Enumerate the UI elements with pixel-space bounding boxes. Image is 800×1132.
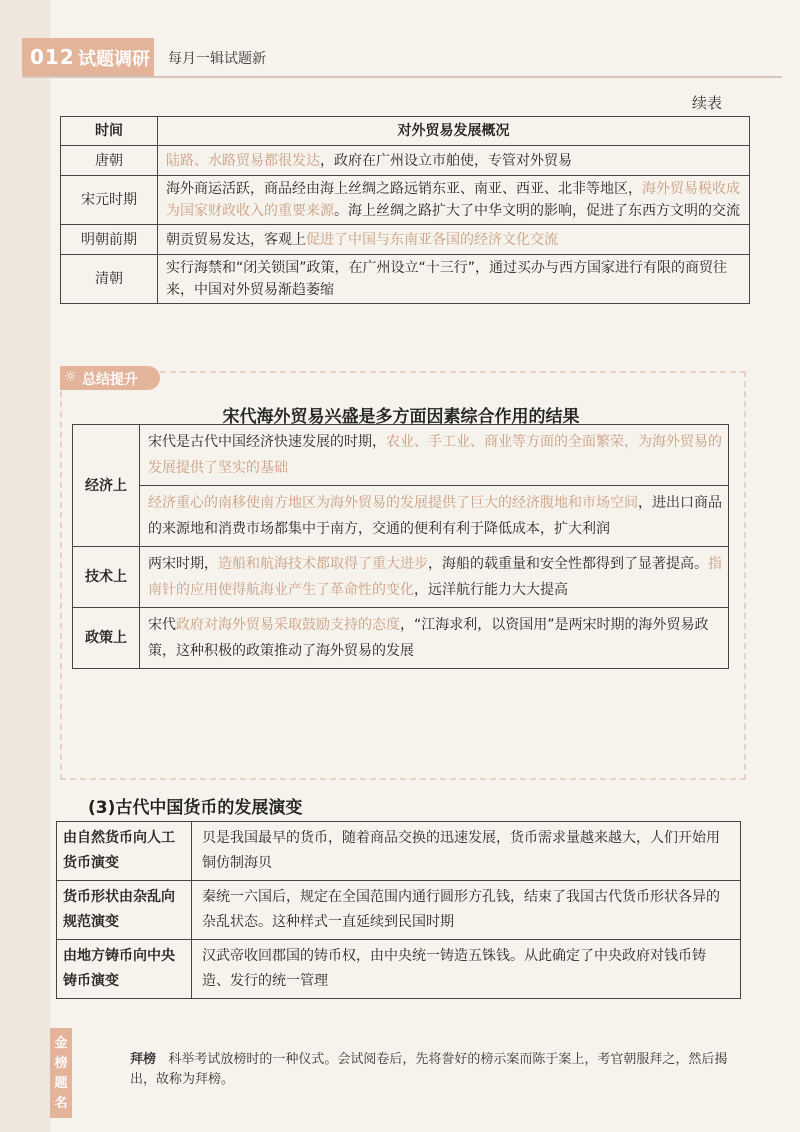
overview-cell [158, 225, 750, 255]
table-row [73, 608, 729, 669]
currency-table [56, 821, 741, 999]
page-number: 012 [30, 45, 75, 69]
highlight-text: 政府对海外贸易采取鼓励支持的态度 [176, 617, 400, 633]
policy-cell [140, 608, 729, 669]
col-overview-header: 对外贸易发展概况 [158, 117, 750, 146]
summary-table [72, 424, 729, 669]
summary-title: 宋代海外贸易兴盛是多方面因素综合作用的结果 [222, 407, 580, 427]
table-header-row [61, 117, 750, 146]
summary-text: ，“江海求利，以资国用”是两宋时期的海外贸易政策，这种积极的政策推动了海外贸易的发展 [148, 617, 709, 659]
table-row [57, 940, 741, 999]
table-row [57, 881, 741, 940]
summary-text: ，进出口商品的来源地和消费市场都集中于南方，交通的便利有利于降低成本，扩大利润 [148, 495, 722, 537]
section-heading: (3)古代中国货币的发展演变 [88, 798, 303, 818]
overview-text: 海外商运活跃，商品经由海上丝绸之路远销东亚、南亚、西亚、北非等地区， [166, 181, 642, 197]
continued-label: 续表 [691, 94, 722, 112]
summary-text: 两宋时期， [148, 556, 218, 572]
summary-text: 宋代 [148, 617, 176, 633]
currency-label: 货币形状由杂乱向规范演变 [57, 881, 192, 940]
highlight-text: 造船和航海技术都取得了重大进步 [218, 556, 428, 572]
footer-note [130, 1050, 730, 1090]
period-cell: 明朝前期 [61, 225, 158, 255]
table-row [73, 486, 729, 547]
overview-text: ，政府在广州设立市舶使，专管对外贸易 [320, 152, 572, 169]
highlight-text: 陆路、水路贸易都很发达 [166, 152, 320, 169]
left-margin-strip [0, 0, 50, 1132]
tech-label: 技术上 [73, 547, 140, 608]
currency-label: 由自然货币向人工货币演变 [57, 822, 192, 881]
economy-label: 经济上 [73, 425, 140, 547]
table-row [61, 146, 750, 176]
currency-text: 秦统一六国后，规定在全国范围内通行圆形方孔钱，结束了我国古代货币形状各异的杂乱状态。这种样式一直延续到民国时期 [192, 881, 741, 940]
currency-label: 由地方铸币向中央铸币演变 [57, 940, 192, 999]
overview-text: 。海上丝绸之路扩大了中华文明的影响，促进了东西方文明的交流 [334, 203, 740, 219]
table-row [73, 425, 729, 486]
overview-cell [158, 146, 750, 176]
economy-cell-2 [140, 486, 729, 547]
highlight-text: 经济重心的南移使南方地区为海外贸易的发展提供了巨大的经济腹地和市场空间 [148, 495, 638, 511]
table-row [73, 547, 729, 608]
table-row [57, 822, 741, 881]
header-category: 试题调研 [78, 49, 150, 70]
period-cell: 宋元时期 [61, 176, 158, 225]
summary-text: 宋代是古代中国经济快速发展的时期， [148, 434, 386, 450]
economy-cell-1 [140, 425, 729, 486]
summary-badge-label: 总结提升 [82, 372, 138, 388]
currency-text: 贝是我国最早的货币，随着商品交换的迅速发展，货币需求量越来越大，人们开始用铜仿制海贝 [192, 822, 741, 881]
summary-text: ，远洋航行能力大大提高 [414, 582, 568, 598]
col-period-header: 时间 [61, 117, 158, 146]
summary-text: ，海船的载重量和安全性都得到了显著提高。 [428, 556, 708, 572]
table-row [61, 176, 750, 225]
tech-cell [140, 547, 729, 608]
footer-badge-label: 金榜题名 [54, 1036, 68, 1111]
table-row [61, 225, 750, 255]
period-cell: 唐朝 [61, 146, 158, 176]
header-divider [22, 76, 782, 78]
highlight-text: 海外贸易税收成为国家财政收入的重要来源 [166, 181, 740, 219]
footer-text: 科举考试放榜时的一种仪式。会试阅卷后，先将誊好的榜示案而陈于案上，考官朝服拜之，然后揭出，故称为拜榜。 [130, 1052, 728, 1087]
overview-cell [158, 176, 750, 225]
highlight-text: 指南针的应用使得航海业产生了革命性的变化 [148, 556, 722, 598]
footer-term: 拜榜 [130, 1052, 157, 1067]
header-subtitle: 每月一辑试题新 [168, 51, 266, 67]
highlight-text: 农业、手工业、商业等方面的全面繁荣，为海外贸易的发展提供了坚实的基础 [148, 434, 722, 476]
period-cell: 清朝 [61, 255, 158, 304]
policy-label: 政策上 [73, 608, 140, 669]
trade-table [60, 116, 750, 304]
overview-text: 朝贡贸易发达，客观上 [166, 231, 306, 248]
lightbulb-icon: ☼ [64, 369, 77, 385]
table-row [61, 255, 750, 304]
currency-text: 汉武帝收回郡国的铸币权，由中央统一铸造五铢钱。从此确定了中央政府对钱币铸造、发行的统一管理 [192, 940, 741, 999]
overview-cell: 实行海禁和“闭关锁国”政策，在广州设立“十三行”，通过买办与西方国家进行有限的商贸往来，中国对外贸易渐趋萎缩 [158, 255, 750, 304]
highlight-text: 促进了中国与东南亚各国的经济文化交流 [306, 231, 558, 248]
